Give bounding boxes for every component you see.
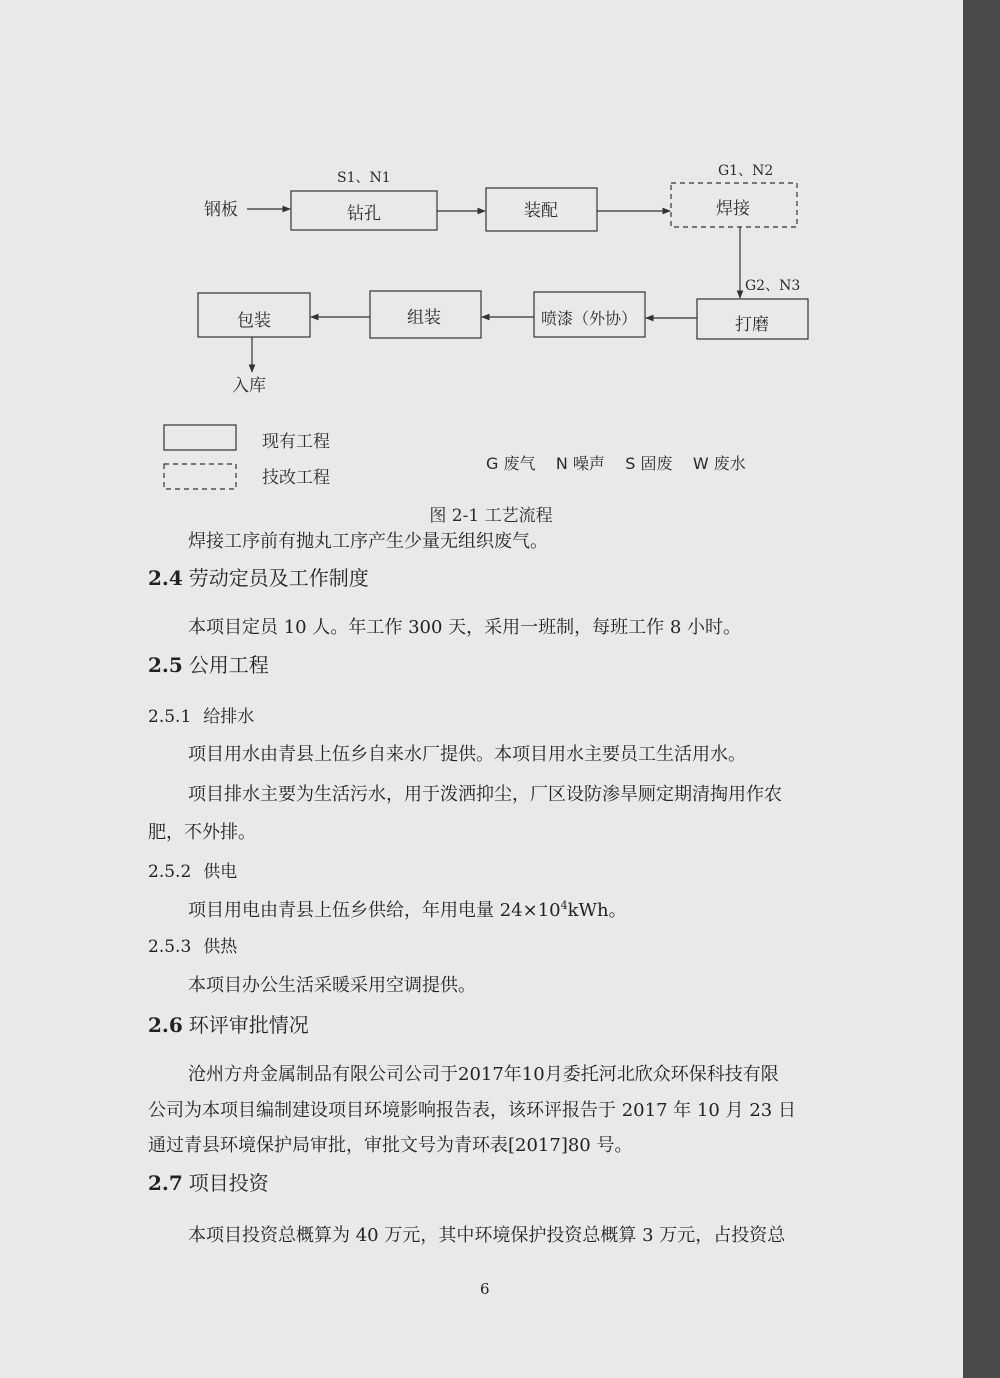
paragraph-eia-line1: 沧州方舟金属制品有限公司公司于2017年10月委托河北欣众环保科技有限 [188,1064,779,1085]
figure-caption: 图 2-1 工艺流程 [429,506,553,526]
node-label-package: 包装 [237,311,271,331]
paragraph-eia-line3: 通过青县环境保护局审批，审批文号为青环表[2017]80 号。 [148,1135,633,1156]
section-number: 2.5 [148,653,183,677]
node-label-weld: 焊接 [716,199,750,219]
subsection-title: 给排水 [203,707,255,727]
section-heading-2-7 [148,1171,269,1195]
page-number: 6 [480,1280,490,1298]
section-heading-2-4 [148,566,369,590]
section-title: 环评审批情况 [188,1013,309,1037]
input-label: 钢板 [204,200,238,220]
paragraph-power [188,899,627,923]
node-label-assembly2: 组装 [407,308,441,328]
legend-existing-label: 现有工程 [262,432,330,452]
section-heading-2-6 [148,1013,309,1037]
paragraph-weld-note: 焊接工序前有抛丸工序产生少量无组织废气。 [188,531,548,552]
paragraph-staff: 本项目定员 10 人。年工作 300 天，采用一班制，每班工作 8 小时。 [188,617,742,638]
legend-solid-box [164,425,236,450]
node-label-grind: 打磨 [735,315,769,335]
process-flow-diagram [0,0,963,530]
paragraph-drainage-line1: 项目排水主要为生活污水，用于泼洒抑尘，厂区设防渗旱厕定期清掏用作农 [188,784,782,805]
node-label-assemble: 装配 [524,201,558,221]
power-unit: kWh。 [567,900,627,921]
legend-dashed-box [164,464,236,489]
emission-label-drill: S1、N1 [337,170,391,186]
legend-upgrade-label: 技改工程 [262,468,330,488]
paragraph-investment: 本项目投资总概算为 40 万元，其中环境保护投资总概算 3 万元，占投资总 [188,1225,786,1246]
section-title: 公用工程 [188,653,269,677]
section-heading-2-5 [148,653,269,677]
node-label-drill: 钻孔 [347,204,381,224]
legend-pollutants: G 废气 N 噪声 S 固废 W 废水 [486,454,746,473]
emission-label-grind: G2、N3 [745,278,801,294]
paragraph-heating: 本项目办公生活采暖采用空调提供。 [188,975,476,996]
subsection-heading-2-5-2 [148,860,237,884]
subsection-number: 2.5.3 [148,937,192,957]
subsection-number: 2.5.1 [148,707,192,727]
section-title: 项目投资 [188,1171,269,1195]
section-title: 劳动定员及工作制度 [188,566,369,590]
paragraph-drainage-line2: 肥，不外排。 [148,822,256,843]
paragraph-eia-line2: 公司为本项目编制建设项目环境影响报告表，该环评报告于 2017 年 10 月 23 日 [148,1100,796,1121]
power-exponent: 4 [560,899,568,912]
node-label-paint: 喷漆（外协） [540,309,638,328]
emission-label-weld: G1、N2 [718,163,774,179]
section-number: 2.7 [148,1171,183,1195]
section-number: 2.6 [148,1013,183,1037]
subsection-heading-2-5-1 [148,705,254,729]
subsection-heading-2-5-3 [148,935,237,959]
power-text: 项目用电由青县上伍乡供给，年用电量 24×10 [188,900,561,921]
output-label: 入库 [232,376,266,396]
subsection-title: 供电 [203,862,238,882]
paragraph-water-supply: 项目用水由青县上伍乡自来水厂提供。本项目用水主要员工生活用水。 [188,744,746,765]
subsection-title: 供热 [203,937,238,957]
subsection-number: 2.5.2 [148,862,192,882]
section-number: 2.4 [148,566,183,590]
